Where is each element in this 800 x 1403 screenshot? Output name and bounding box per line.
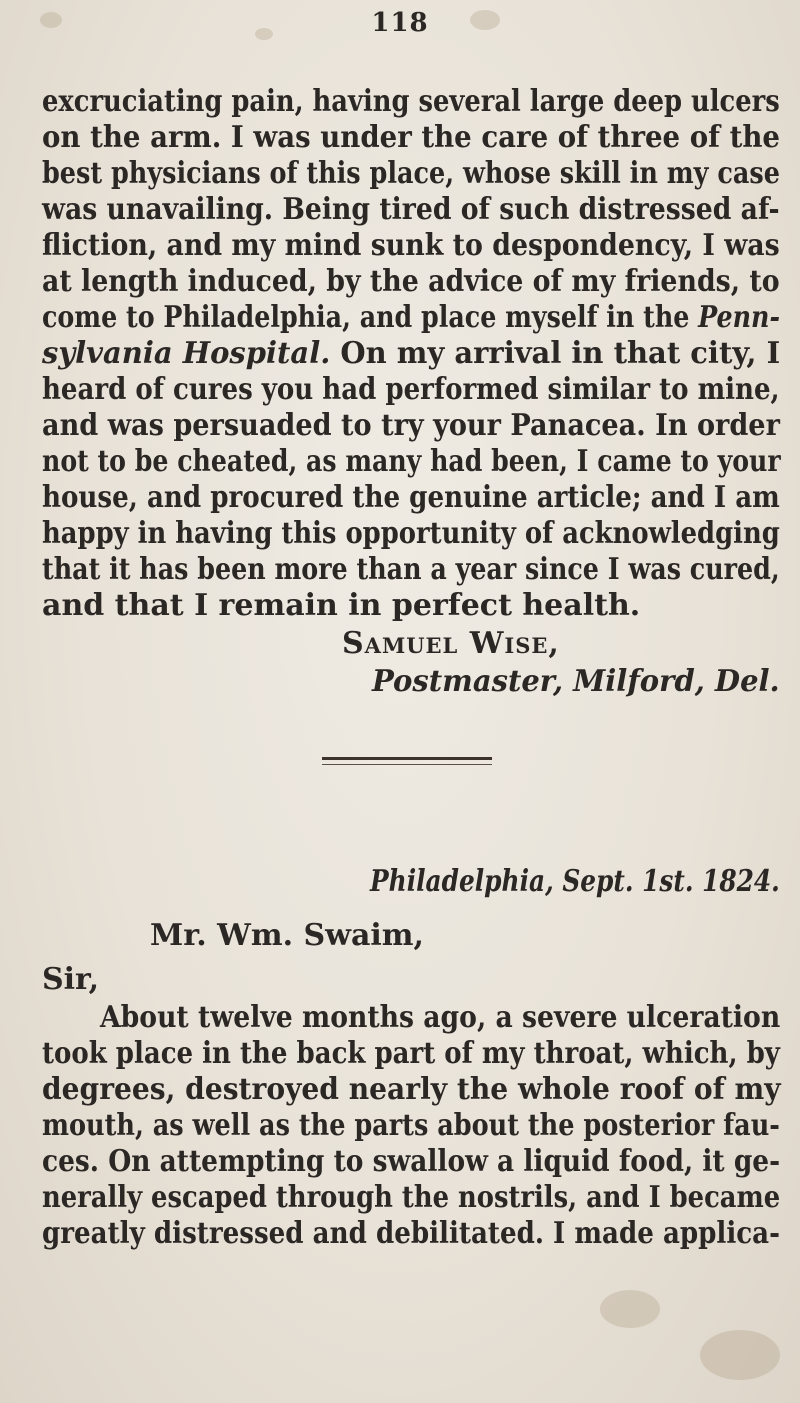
text-line: greatly distressed and debilitated. I made applica- [42,1216,780,1251]
text-line: best physicians of this place, whose skill in my case [42,156,780,191]
text-line: mouth, as well as the parts about the posterior fau- [42,1108,780,1143]
text-line: ces. On attempting to swallow a liquid food, it ge- [42,1144,781,1179]
text-line [42,336,780,372]
paper-stain [600,1290,660,1328]
text-line: and that I remain in perfect health. [42,588,641,623]
text-line: was unavailing. Being tired of such distressed af- [42,192,780,227]
text-line: heard of cures you had performed similar to mine, [42,372,780,407]
text-line: took place in the back part of my throat, which, by [42,1036,780,1071]
text-segment: On my arrival in that city, I [330,336,781,371]
text-line: happy in having this opportunity of acknowledging [42,516,780,551]
signature: Samuel Wise, [342,626,560,661]
text-line: degrees, destroyed nearly the whole roof of my [42,1072,781,1107]
text-line [42,300,780,336]
paper-stain [700,1330,780,1380]
section-divider [322,757,492,760]
section-divider-thin [322,764,492,765]
addressee: Mr. Wm. Swaim, [150,918,424,953]
text-line: house, and procured the genuine article; and I am [42,480,780,515]
text-line: on the arm. I was under the care of three of the [42,120,780,155]
text-line: not to be cheated, as many had been, I came to your [42,444,781,479]
text-line: About twelve months ago, a severe ulceration [100,1000,781,1035]
text-line: nerally escaped through the nostrils, and I became [42,1180,781,1215]
text-line: excruciating pain, having several large deep ulcers [42,84,780,119]
text-line: that it has been more than a year since I was cured, [42,552,780,587]
text-line: at length induced, by the advice of my friends, to [42,264,780,299]
dateline: Philadelphia, Sept. 1st. 1824. [370,864,780,899]
text-segment: come to Philadelphia, and place myself in the [42,300,699,335]
text-line: fliction, and my mind sunk to despondency, I was [42,228,780,263]
text-line: and was persuaded to try your Panacea. In order [42,408,780,443]
italic-segment: Penn- [698,300,780,335]
page-number: 118 [371,8,429,38]
salutation: Sir, [42,962,100,997]
italic-segment: sylvania Hospital. [42,336,331,371]
signature-title: Postmaster, Milford, Del. [372,664,780,699]
